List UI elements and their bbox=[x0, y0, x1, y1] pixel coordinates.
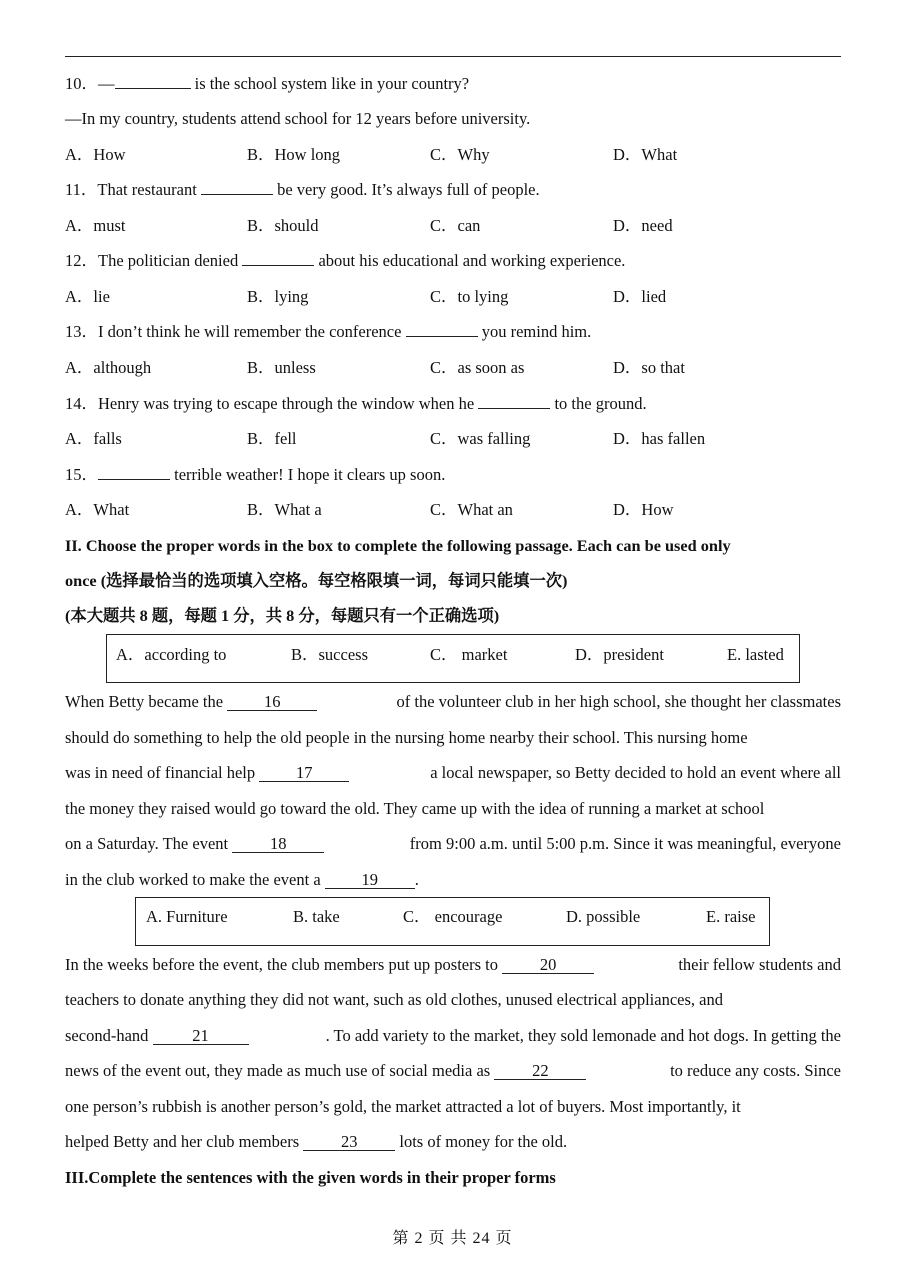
option-b: B．should bbox=[247, 216, 319, 235]
question-10-response: —In my country, students attend school for 12 years before university. bbox=[65, 109, 531, 128]
section-2-scoring: (本大题共 8 题，每题 1 分，共 8 分，每题只有一个正确选项) bbox=[65, 606, 500, 625]
option-a: A．falls bbox=[65, 429, 122, 448]
option-c: C．was falling bbox=[430, 429, 531, 448]
section-2-heading-cont: once (选择最恰当的选项填入空格。每空格限填一词，每词只能填一次) bbox=[65, 571, 568, 590]
passage-line: on a Saturday. The event 18 from 9:00 a.m. until 5:00 p.m. Since it was meaningful, everyone bbox=[65, 834, 841, 853]
option-d: D．need bbox=[613, 216, 673, 235]
word-option: B. take bbox=[293, 907, 340, 926]
word-option: C． encourage bbox=[403, 907, 503, 926]
passage-line: news of the event out, they made as much use of social media as 22 to reduce any costs. Since bbox=[65, 1061, 841, 1080]
word-option: A. Furniture bbox=[146, 907, 228, 926]
option-c: C．can bbox=[430, 216, 481, 235]
option-b: B．What a bbox=[247, 500, 322, 519]
word-option: D. possible bbox=[566, 907, 641, 926]
option-d: D．so that bbox=[613, 358, 685, 377]
blank-16: 16 bbox=[227, 693, 317, 711]
option-b: B．fell bbox=[247, 429, 297, 448]
option-c: C．Why bbox=[430, 145, 490, 164]
header-rule bbox=[65, 56, 841, 57]
blank-17: 17 bbox=[259, 764, 349, 782]
option-c: C．What an bbox=[430, 500, 513, 519]
answer-blank bbox=[115, 88, 191, 89]
question-12: 12．The politician denied about his educational and working experience. bbox=[65, 251, 626, 270]
option-b: B．lying bbox=[247, 287, 309, 306]
word-option: E. lasted bbox=[727, 645, 784, 664]
option-b: B．unless bbox=[247, 358, 316, 377]
question-15: 15． terrible weather! I hope it clears up soon. bbox=[65, 465, 446, 484]
question-10: 10．— is the school system like in your country? bbox=[65, 74, 470, 93]
blank-23: 23 bbox=[303, 1133, 395, 1151]
answer-blank bbox=[406, 336, 478, 337]
word-option: C． market bbox=[430, 645, 508, 664]
question-14: 14．Henry was trying to escape through the window when he to the ground. bbox=[65, 394, 647, 413]
page-footer: 第 2 页 共 24 页 bbox=[392, 1230, 513, 1247]
passage-line: In the weeks before the event, the club members put up posters to 20 their fellow students and bbox=[65, 955, 841, 974]
word-option: E. raise bbox=[706, 907, 756, 926]
option-a: A．What bbox=[65, 500, 130, 519]
word-option: A．according to bbox=[116, 645, 227, 664]
passage-line: second-hand 21 . To add variety to the market, they sold lemonade and hot dogs. In getting the bbox=[65, 1026, 841, 1045]
word-option: D．president bbox=[575, 645, 664, 664]
section-2-heading: II. Choose the proper words in the box to complete the following passage. Each can be used only bbox=[65, 536, 731, 555]
option-a: A．must bbox=[65, 216, 126, 235]
blank-21: 21 bbox=[153, 1027, 249, 1045]
answer-blank bbox=[242, 265, 314, 266]
answer-blank bbox=[98, 479, 170, 480]
answer-blank bbox=[478, 408, 550, 409]
question-13: 13．I don’t think he will remember the conference you remind him. bbox=[65, 322, 592, 341]
passage-line: was in need of financial help 17 a local newspaper, so Betty decided to hold an event where all bbox=[65, 763, 841, 782]
answer-blank bbox=[201, 194, 273, 195]
option-a: A．lie bbox=[65, 287, 110, 306]
blank-18: 18 bbox=[232, 835, 324, 853]
option-d: D．What bbox=[613, 145, 678, 164]
option-a: A．although bbox=[65, 358, 152, 377]
passage-line: should do something to help the old people in the nursing home nearby their school. This nursing home bbox=[65, 728, 748, 747]
blank-20: 20 bbox=[502, 956, 594, 974]
option-d: D．How bbox=[613, 500, 674, 519]
option-a: A．How bbox=[65, 145, 126, 164]
passage-line: teachers to donate anything they did not want, such as old clothes, unused electrical appliances, and bbox=[65, 990, 723, 1009]
word-option: B．success bbox=[291, 645, 368, 664]
passage-line: helped Betty and her club members 23 lots of money for the old. bbox=[65, 1132, 568, 1151]
option-b: B．How long bbox=[247, 145, 341, 164]
blank-19: 19 bbox=[325, 871, 415, 889]
option-d: D．lied bbox=[613, 287, 667, 306]
passage-line: When Betty became the 16 of the volunteer club in her high school, she thought her classmates bbox=[65, 692, 841, 711]
option-c: C．as soon as bbox=[430, 358, 525, 377]
blank-22: 22 bbox=[494, 1062, 586, 1080]
passage-line: in the club worked to make the event a 19 . bbox=[65, 870, 419, 889]
section-3-heading: III.Complete the sentences with the given words in their proper forms bbox=[65, 1168, 556, 1187]
option-c: C．to lying bbox=[430, 287, 509, 306]
option-d: D．has fallen bbox=[613, 429, 706, 448]
passage-line: one person’s rubbish is another person’s gold, the market attracted a lot of buyers. Most importantly, it bbox=[65, 1097, 741, 1116]
question-11: 11．That restaurant be very good. It’s always full of people. bbox=[65, 180, 540, 199]
passage-line: the money they raised would go toward the old. They came up with the idea of running a market at school bbox=[65, 799, 765, 818]
